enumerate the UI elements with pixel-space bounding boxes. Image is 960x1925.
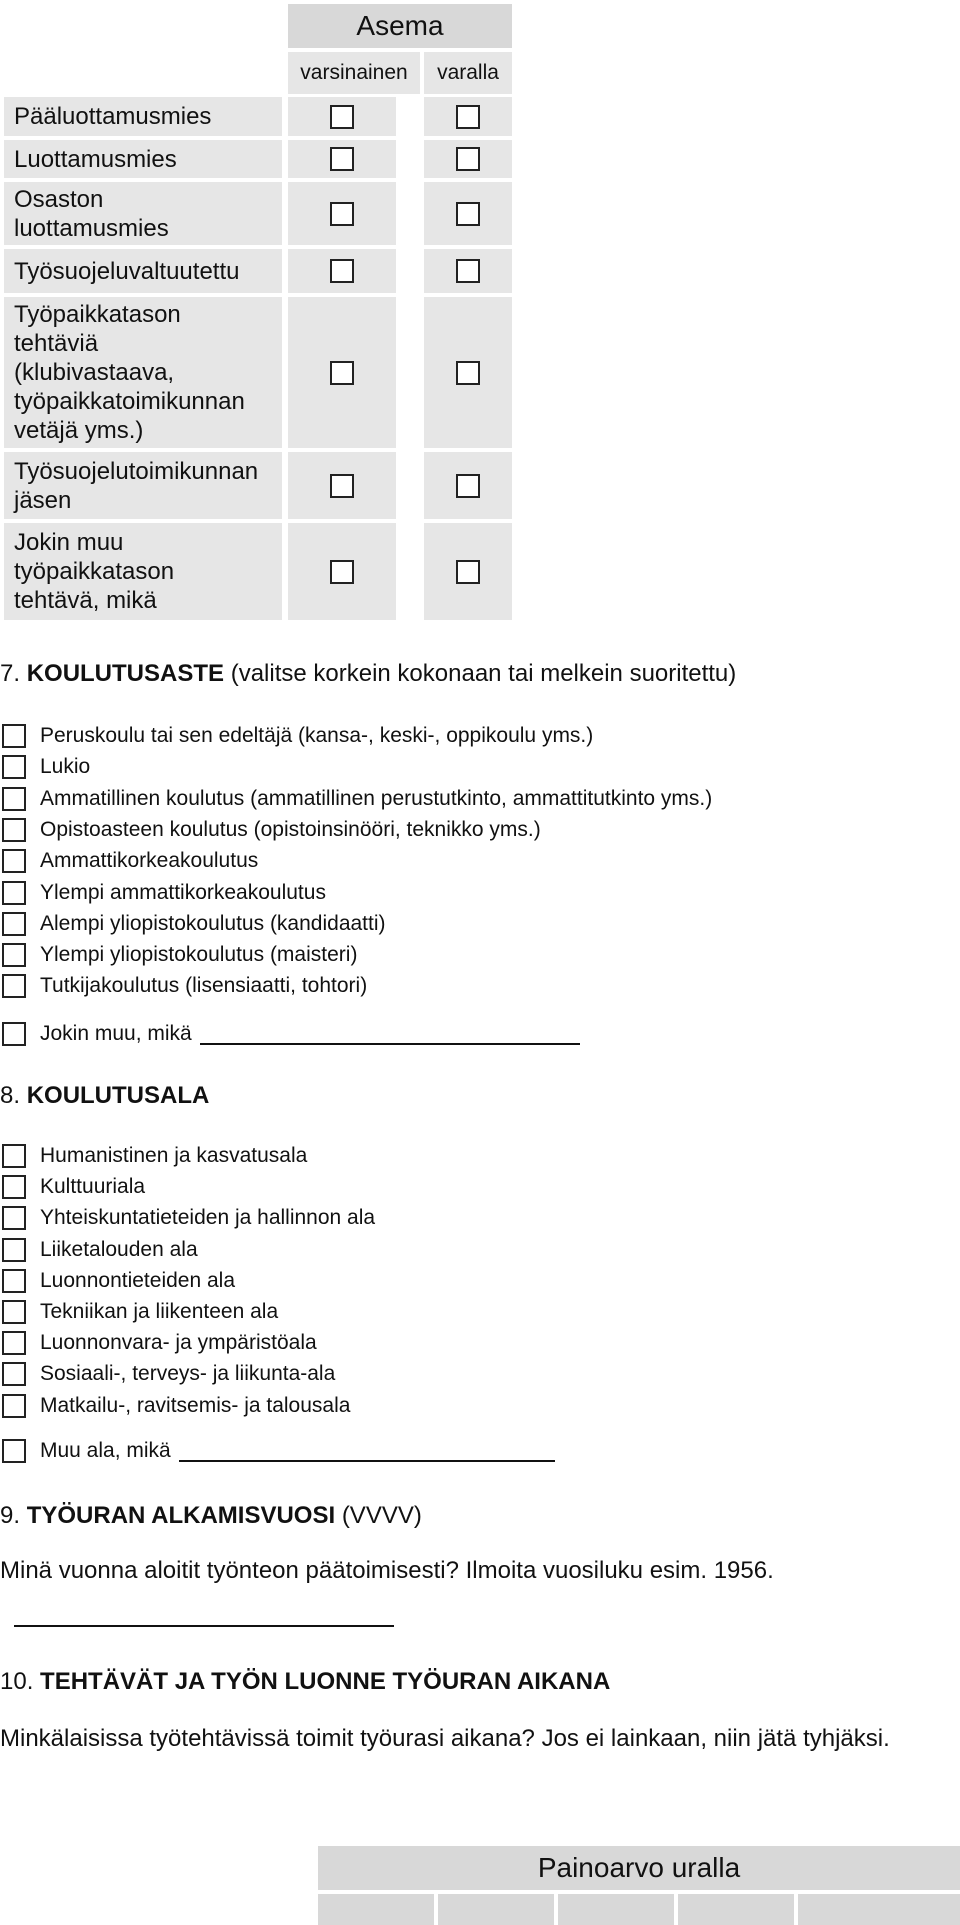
q7-option[interactable] xyxy=(0,752,90,782)
position-row-label xyxy=(4,140,282,178)
position-row-label-text: Työsuojelutoimikunnan jäsen xyxy=(14,457,259,514)
primary-checkbox[interactable] xyxy=(330,259,354,283)
q7-option[interactable] xyxy=(0,940,357,970)
q7-option-label: Ammattikorkeakoulutus xyxy=(40,849,259,873)
position-row-primary-cell xyxy=(288,140,396,178)
q8-option[interactable] xyxy=(0,1328,317,1358)
q7-option-label: Lukio xyxy=(40,755,91,779)
weight-table-title: Painoarvo uralla xyxy=(318,1846,960,1890)
q8-option[interactable] xyxy=(0,1359,335,1389)
position-row-label xyxy=(4,452,282,519)
q8-option-label: Tekniikan ja liikenteen ala xyxy=(40,1300,279,1323)
q8-option-label: Matkailu-, ravitsemis- ja talousala xyxy=(40,1393,351,1417)
primary-checkbox[interactable] xyxy=(330,474,354,498)
q9-number: 9. xyxy=(0,1502,21,1529)
q8-option[interactable] xyxy=(0,1266,235,1296)
q8-option[interactable] xyxy=(0,1391,350,1421)
q7-other-option[interactable] xyxy=(0,1019,580,1049)
q10-number: 10. xyxy=(0,1668,34,1695)
q7-heading xyxy=(0,660,736,688)
q8-option-checkbox[interactable] xyxy=(2,1144,26,1168)
position-row-deputy-cell xyxy=(424,182,512,245)
q7-option-checkbox[interactable] xyxy=(2,755,26,779)
primary-checkbox[interactable] xyxy=(330,361,354,385)
q7-option[interactable] xyxy=(0,878,326,908)
q8-option-label: Luonnonvara- ja ympäristöala xyxy=(40,1331,317,1355)
position-row-label xyxy=(4,249,282,293)
q8-option-label: Liiketalouden ala xyxy=(40,1237,198,1261)
position-row-label-text: Pääluottamusmies xyxy=(14,103,212,130)
deputy-checkbox[interactable] xyxy=(456,259,480,283)
q8-heading xyxy=(0,1082,209,1110)
deputy-checkbox[interactable] xyxy=(456,202,480,226)
q7-option-checkbox[interactable] xyxy=(2,849,26,873)
position-row-label xyxy=(4,523,282,620)
weight-table-cell xyxy=(558,1894,674,1925)
weight-table-cell xyxy=(318,1894,434,1925)
q7-option-checkbox[interactable] xyxy=(2,912,26,936)
q8-other-input-line[interactable] xyxy=(179,1440,555,1462)
q7-option-checkbox[interactable] xyxy=(2,881,26,905)
q7-number: 7. xyxy=(0,660,21,687)
column-header-deputy: varalla xyxy=(424,52,512,94)
q7-option[interactable] xyxy=(0,721,593,751)
q7-option-checkbox[interactable] xyxy=(2,974,26,998)
q9-year-input-line[interactable] xyxy=(14,1625,394,1627)
weight-table-cell xyxy=(798,1894,960,1925)
primary-checkbox[interactable] xyxy=(330,560,354,584)
q8-option-label: Luonnontieteiden ala xyxy=(40,1268,236,1292)
position-row-primary-cell xyxy=(288,182,396,245)
q7-option-label: Peruskoulu tai sen edeltäjä (kansa-, keski-, oppikoulu yms.) xyxy=(40,724,594,747)
position-row-deputy-cell xyxy=(424,140,512,178)
column-header-primary: varsinainen xyxy=(288,52,420,94)
q8-option-label: Sosiaali-, terveys- ja liikunta-ala xyxy=(40,1362,336,1386)
q7-option-checkbox[interactable] xyxy=(2,818,26,842)
q7-option-checkbox[interactable] xyxy=(2,724,26,748)
position-row-primary-cell xyxy=(288,249,396,293)
position-row-deputy-cell xyxy=(424,249,512,293)
primary-checkbox[interactable] xyxy=(330,105,354,129)
q7-option-label: Ylempi ammattikorkeakoulutus xyxy=(40,880,326,904)
position-row-primary-cell xyxy=(288,297,396,448)
q9-note: (VVVV) xyxy=(341,1502,422,1529)
q7-other-label: Jokin muu, mikä xyxy=(40,1022,192,1045)
q8-option-checkbox[interactable] xyxy=(2,1300,26,1324)
position-row-label xyxy=(4,297,282,448)
q8-option[interactable] xyxy=(0,1172,145,1202)
q8-other-checkbox[interactable] xyxy=(2,1439,26,1463)
q9-question: Minä vuonna aloitit työnteon päätoimisesti? Ilmoita vuosiluku esim. 1956. xyxy=(0,1557,774,1584)
q8-option-label: Humanistinen ja kasvatusala xyxy=(40,1144,308,1167)
q8-option[interactable] xyxy=(0,1141,307,1171)
q7-other-input-line[interactable] xyxy=(200,1023,580,1045)
q7-other-checkbox[interactable] xyxy=(2,1022,26,1046)
q7-option[interactable] xyxy=(0,846,258,876)
q8-option-label: Kulttuuriala xyxy=(40,1175,146,1199)
q8-other-option[interactable] xyxy=(0,1436,555,1466)
position-row-label-text: Osaston luottamusmies xyxy=(14,185,169,242)
position-row-primary-cell xyxy=(288,452,396,519)
q9-heading xyxy=(0,1502,422,1530)
deputy-checkbox[interactable] xyxy=(456,474,480,498)
q7-option-label: Alempi yliopistokoulutus (kandidaatti) xyxy=(40,911,386,935)
position-row-label-text: Jokin muu työpaikkatason tehtävä, mikä xyxy=(14,529,175,614)
position-row-label xyxy=(4,97,282,136)
primary-checkbox[interactable] xyxy=(330,202,354,226)
q8-option-label: Yhteiskuntatieteiden ja hallinnon ala xyxy=(40,1206,376,1230)
deputy-checkbox[interactable] xyxy=(456,361,480,385)
q8-option-checkbox[interactable] xyxy=(2,1394,26,1418)
q8-option[interactable] xyxy=(0,1235,198,1265)
q9-title: TYÖURAN ALKAMISVUOSI xyxy=(26,1502,336,1529)
position-row-label-text: Työpaikkatason tehtäviä (klubivastaava, työpaikkatoimikunnan vetäjä yms.) xyxy=(14,301,245,444)
q10-heading xyxy=(0,1668,610,1696)
position-row-label xyxy=(4,182,282,245)
q7-option-label: Tutkijakoulutus (lisensiaatti, tohtori) xyxy=(40,974,368,998)
deputy-checkbox[interactable] xyxy=(456,560,480,584)
deputy-checkbox[interactable] xyxy=(456,147,480,171)
weight-table-cell xyxy=(438,1894,554,1925)
q7-option-label: Ammatillinen koulutus (ammatillinen perustutkinto, ammattitutkinto yms.) xyxy=(40,786,713,810)
deputy-checkbox[interactable] xyxy=(456,105,480,129)
q8-title: KOULUTUSALA xyxy=(26,1082,210,1109)
q8-option-checkbox[interactable] xyxy=(2,1269,26,1293)
q7-option-checkbox[interactable] xyxy=(2,943,26,967)
position-row-deputy-cell xyxy=(424,523,512,620)
q7-option-label: Opistoasteen koulutus (opistoinsinööri, teknikko yms.) xyxy=(40,817,541,841)
q8-number: 8. xyxy=(0,1082,21,1109)
q7-option[interactable] xyxy=(0,784,712,814)
primary-checkbox[interactable] xyxy=(330,147,354,171)
q7-option[interactable] xyxy=(0,909,386,939)
position-row-deputy-cell xyxy=(424,97,512,136)
position-row-deputy-cell xyxy=(424,297,512,448)
q7-note: (valitse korkein kokonaan tai melkein suoritettu) xyxy=(230,660,737,687)
position-row-primary-cell xyxy=(288,97,396,136)
position-row-label-text: Työsuojeluvaltuutettu xyxy=(14,257,240,285)
q8-option-checkbox[interactable] xyxy=(2,1238,26,1262)
q7-option[interactable] xyxy=(0,815,541,845)
position-row-deputy-cell xyxy=(424,452,512,519)
q10-question: Minkälaisissa työtehtävissä toimit työurasi aikana? Jos ei lainkaan, niin jätä tyhjäksi. xyxy=(0,1725,890,1752)
q10-title: TEHTÄVÄT JA TYÖN LUONNE TYÖURAN AIKANA xyxy=(40,1668,611,1695)
position-table-title: Asema xyxy=(288,4,512,48)
position-row-primary-cell xyxy=(288,523,396,620)
q7-option-checkbox[interactable] xyxy=(2,787,26,811)
q8-option-checkbox[interactable] xyxy=(2,1331,26,1355)
q8-other-label: Muu ala, mikä xyxy=(40,1439,171,1462)
q8-option[interactable] xyxy=(0,1203,375,1233)
q7-title: KOULUTUSASTE xyxy=(26,660,225,687)
q8-option-checkbox[interactable] xyxy=(2,1175,26,1199)
q8-option-checkbox[interactable] xyxy=(2,1362,26,1386)
q8-option[interactable] xyxy=(0,1297,278,1327)
q7-option-label: Ylempi yliopistokoulutus (maisteri) xyxy=(40,943,358,967)
q8-option-checkbox[interactable] xyxy=(2,1206,26,1230)
position-row-label-text: Luottamusmies xyxy=(14,145,177,173)
q7-option[interactable] xyxy=(0,971,367,1001)
weight-table-cell xyxy=(678,1894,794,1925)
